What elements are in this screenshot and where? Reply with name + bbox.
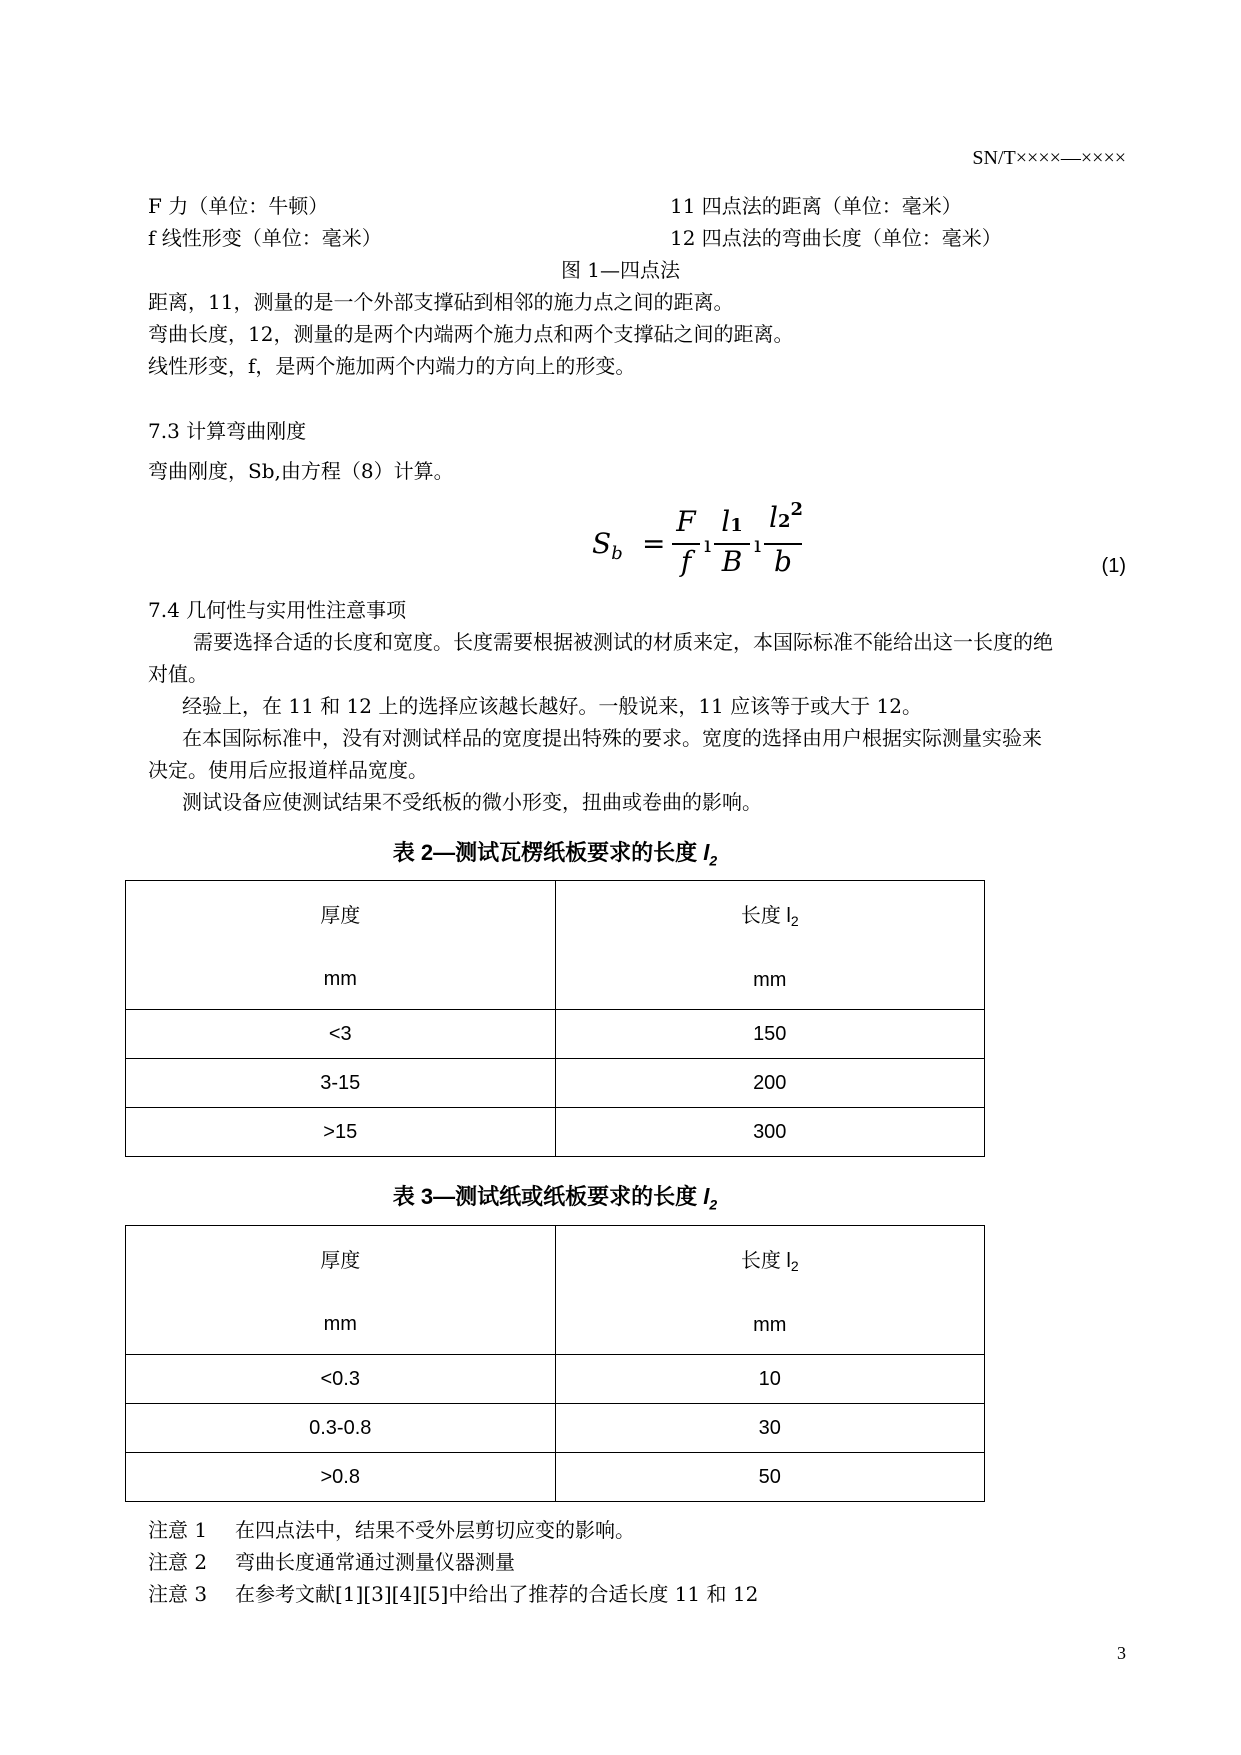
cell-thickness: >15 (126, 1108, 556, 1157)
section-7-4-paragraph-4: 测试设备应使测试结果不受纸板的微小形变，扭曲或卷曲的影响。 (182, 790, 762, 814)
legend-deformation: f 线性形变（单位：毫米） (148, 226, 382, 250)
table-row (126, 1108, 985, 1157)
note-2 (148, 1546, 515, 1575)
table-row (126, 1059, 985, 1108)
equation-lhs: $S_b$ (592, 527, 623, 564)
note-label: 注意 2 (148, 1550, 208, 1574)
fraction-denominator-B: B (721, 545, 743, 578)
section-7-4-paragraph-1b: 对值。 (148, 662, 208, 686)
cell-length: 300 (555, 1108, 985, 1157)
table-2-caption: 表 2—测试瓦楞纸板要求的长度 $l_2$ (392, 840, 718, 869)
header-thickness: 厚度 mm (126, 881, 556, 1010)
header-length: 长度 $l_2$ mm (555, 1226, 985, 1355)
table-row (126, 1010, 985, 1059)
note-label: 注意 3 (148, 1582, 208, 1606)
section-7-3-heading: 7.3 计算弯曲刚度 (148, 419, 307, 443)
cell-thickness: 0.3-0.8 (126, 1404, 556, 1453)
section-7-3-text: 弯曲刚度，Sb,由方程（8）计算。 (148, 459, 454, 483)
fraction-denominator-f: f (680, 545, 692, 578)
section-7-4-paragraph-3a: 在本国际标准中，没有对测试样品的宽度提出特殊的要求。宽度的选择由用户根据实际测量实验来 (182, 726, 1042, 750)
equation-equals: = (642, 527, 666, 560)
table-3 (125, 1225, 985, 1502)
table-row (126, 1404, 985, 1453)
note-3 (148, 1578, 758, 1607)
section-7-4-paragraph-3b: 决定。使用后应报道样品宽度。 (148, 758, 428, 782)
figure-caption: 图 1—四点法 (560, 258, 681, 282)
section-7-4-heading: 7.4 几何性与实用性注意事项 (148, 598, 407, 622)
cell-length: 50 (555, 1453, 985, 1502)
fraction-numerator-l2-squared: $l2^2$ (768, 499, 804, 534)
note-1 (148, 1514, 635, 1543)
document-code-header: SN/T××××—×××× (972, 147, 1126, 169)
definition-distance: 距离，11，测量的是一个外部支撑砧到相邻的施力点之间的距离。 (148, 290, 734, 314)
definition-linear-deformation: 线性形变，f，是两个施加两个内端力的方向上的形变。 (148, 354, 636, 378)
note-text: 在参考文献[1][3][4][5]中给出了推荐的合适长度 11 和 12 (235, 1582, 759, 1606)
legend-bending-length: 12 四点法的弯曲长度（单位：毫米） (670, 226, 1002, 250)
equation-number: (1) (1101, 555, 1126, 577)
cell-thickness: <3 (126, 1010, 556, 1059)
fraction-numerator-F: F (676, 505, 696, 538)
table-row (126, 1355, 985, 1404)
fraction-numerator-l1: l1 (721, 505, 743, 538)
header-thickness: 厚度 mm (126, 1226, 556, 1355)
table-3-caption: 表 3—测试纸或纸板要求的长度 $l_2$ (392, 1184, 718, 1213)
table-header-row (126, 1226, 985, 1355)
note-label: 注意 1 (148, 1518, 208, 1542)
note-text: 弯曲长度通常通过测量仪器测量 (235, 1550, 515, 1574)
definition-bending-length: 弯曲长度，12，测量的是两个内端两个施力点和两个支撑砧之间的距离。 (148, 322, 794, 346)
fraction-denominator-b: b (774, 545, 792, 578)
page-number: 3 (1117, 1643, 1126, 1663)
cell-thickness: <0.3 (126, 1355, 556, 1404)
table-row (126, 1453, 985, 1502)
section-7-4-paragraph-1a: 需要选择合适的长度和宽度。长度需要根据被测试的材质来定，本国际标准不能给出这一长度的绝 (193, 630, 1053, 654)
cell-length: 30 (555, 1404, 985, 1453)
table-2 (125, 880, 985, 1157)
cell-length: 200 (555, 1059, 985, 1108)
section-7-4-paragraph-2: 经验上，在 11 和 12 上的选择应该越长越好。一般说来，11 应该等于或大于 12。 (182, 694, 922, 718)
header-length: 长度 $l_2$ mm (555, 881, 985, 1010)
note-text: 在四点法中，结果不受外层剪切应变的影响。 (235, 1518, 635, 1542)
legend-distance: 11 四点法的距离（单位：毫米） (670, 194, 962, 218)
cell-length: 10 (555, 1355, 985, 1404)
cell-length: 150 (555, 1010, 985, 1059)
multiply-dot: ı (704, 533, 712, 558)
table-header-row (126, 881, 985, 1010)
multiply-dot: ı (754, 533, 762, 558)
cell-thickness: 3-15 (126, 1059, 556, 1108)
cell-thickness: >0.8 (126, 1453, 556, 1502)
legend-force: F 力（单位：牛顿） (148, 194, 329, 218)
